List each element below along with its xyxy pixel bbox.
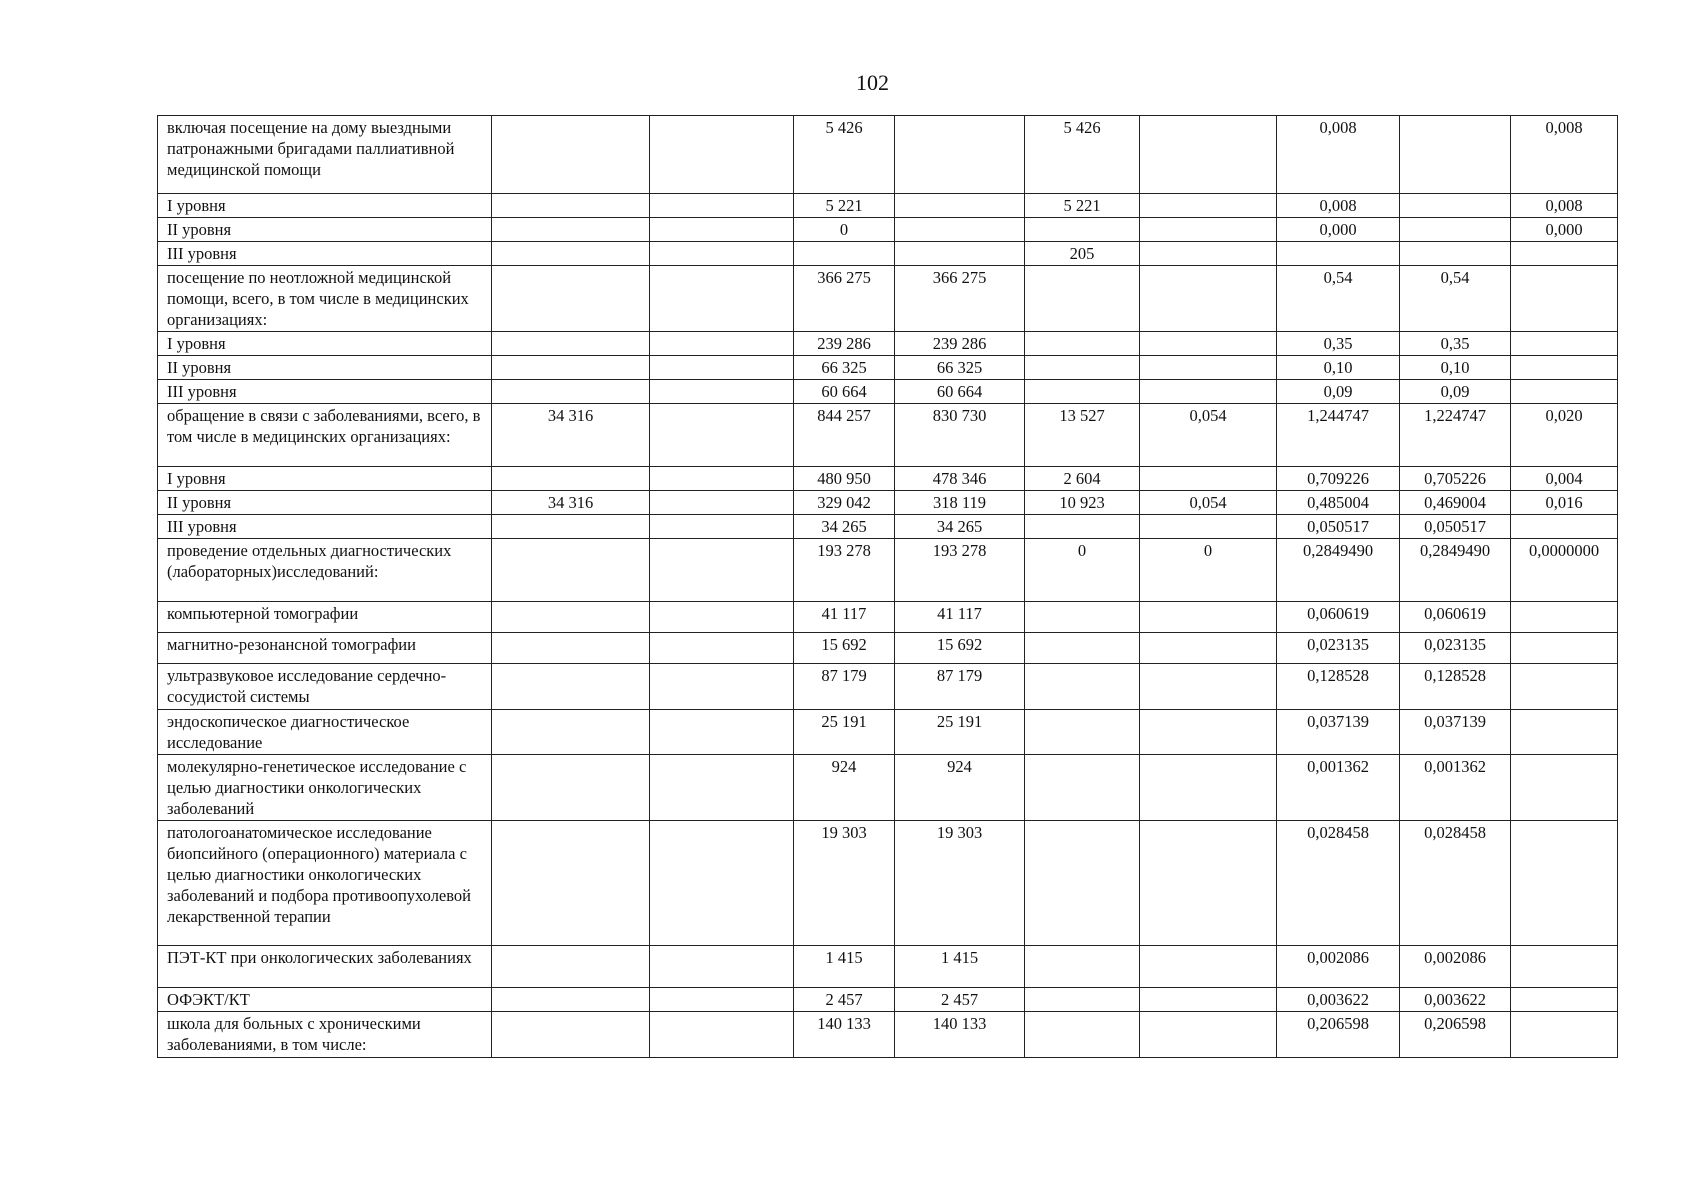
table-cell: 0,09 [1277,380,1400,404]
table-cell [650,821,794,946]
table-cell: 0,037139 [1277,710,1400,755]
table-cell: 34 265 [895,515,1025,539]
table-cell: 0,001362 [1277,755,1400,821]
table-cell: 19 303 [895,821,1025,946]
table-cell: 480 950 [794,467,895,491]
row-label-cell: молекулярно-генетическое исследование с целью диагностики онкологических заболеваний [158,755,492,821]
row-label-cell: включая посещение на дому выездными патронажными бригадами паллиативной медицинской помощи [158,116,492,194]
table-cell: 0,008 [1511,116,1618,194]
table-cell: 329 042 [794,491,895,515]
table-cell: 34 265 [794,515,895,539]
table-cell: 366 275 [794,266,895,332]
table-cell [492,946,650,988]
table-cell [492,988,650,1012]
table-cell: 41 117 [895,602,1025,633]
table-cell [492,332,650,356]
table-cell [492,218,650,242]
table-cell [650,1012,794,1058]
row-label-cell: посещение по неотложной медицинской помощи, всего, в том числе в медицинских организациях: [158,266,492,332]
table-cell: 13 527 [1025,404,1140,467]
table-row [158,602,1618,633]
table-cell: 0,09 [1400,380,1511,404]
table-cell [1140,1012,1277,1058]
table-cell: 0,0000000 [1511,539,1618,602]
table-cell: 66 325 [895,356,1025,380]
table-cell [650,218,794,242]
table-cell [1140,633,1277,664]
table-cell: 318 119 [895,491,1025,515]
table-body [158,116,1618,1058]
table-cell: 0,35 [1400,332,1511,356]
table-cell [650,356,794,380]
table-cell: 0,008 [1277,194,1400,218]
table-cell [492,266,650,332]
table-cell [492,116,650,194]
table-cell [1025,266,1140,332]
table-cell [1025,710,1140,755]
table-cell: 2 604 [1025,467,1140,491]
table-cell: 239 286 [794,332,895,356]
table-cell: 140 133 [895,1012,1025,1058]
table-cell [1140,467,1277,491]
table-cell: 0,023135 [1400,633,1511,664]
table-cell [492,539,650,602]
table-cell [1511,356,1618,380]
table-cell: 0,054 [1140,404,1277,467]
table-cell [1140,356,1277,380]
table-cell: 10 923 [1025,491,1140,515]
table-cell [895,218,1025,242]
table-cell [1511,946,1618,988]
table-cell: 0,004 [1511,467,1618,491]
table-cell [895,116,1025,194]
table-cell: 87 179 [895,664,1025,710]
table-row [158,194,1618,218]
table-row [158,946,1618,988]
table-cell: 0,128528 [1400,664,1511,710]
table-cell [650,491,794,515]
table-row [158,988,1618,1012]
table-row [158,821,1618,946]
table-cell: 239 286 [895,332,1025,356]
table-cell [650,380,794,404]
table-cell: 924 [895,755,1025,821]
table-cell: 1,224747 [1400,404,1511,467]
table-cell [1140,946,1277,988]
table-cell [1025,664,1140,710]
table-cell: 0,028458 [1277,821,1400,946]
table-cell: 0,54 [1400,266,1511,332]
table-cell: 0,060619 [1400,602,1511,633]
table-cell: 193 278 [895,539,1025,602]
row-label-cell: III уровня [158,242,492,266]
row-label-cell: III уровня [158,380,492,404]
table-row [158,242,1618,266]
table-cell: 0,35 [1277,332,1400,356]
table-cell [492,664,650,710]
table-cell [1140,380,1277,404]
row-label-cell: II уровня [158,491,492,515]
table-row [158,116,1618,194]
table-cell: 366 275 [895,266,1025,332]
row-label-cell: I уровня [158,332,492,356]
table-row [158,633,1618,664]
table-cell: 924 [794,755,895,821]
table-cell [492,242,650,266]
table-cell [794,242,895,266]
table-cell [650,194,794,218]
table-cell [1140,755,1277,821]
table-cell [1140,194,1277,218]
table-cell [1025,946,1140,988]
table-cell: 34 316 [492,404,650,467]
table-cell [1025,1012,1140,1058]
table-cell [1025,755,1140,821]
table-cell: 0,023135 [1277,633,1400,664]
row-label-cell: компьютерной томографии [158,602,492,633]
table-row [158,664,1618,710]
table-cell: 0,54 [1277,266,1400,332]
row-label-cell: III уровня [158,515,492,539]
table-cell [1025,380,1140,404]
table-cell [650,116,794,194]
table-cell [1511,266,1618,332]
table-cell: 0,002086 [1277,946,1400,988]
table-row [158,539,1618,602]
table-cell [1400,218,1511,242]
table-row [158,218,1618,242]
table-cell [1025,988,1140,1012]
table-cell: 0,002086 [1400,946,1511,988]
table-cell: 0,016 [1511,491,1618,515]
table-cell: 193 278 [794,539,895,602]
table-row [158,755,1618,821]
table-cell: 60 664 [895,380,1025,404]
table-cell: 5 426 [794,116,895,194]
table-cell [1140,602,1277,633]
table-cell [1511,515,1618,539]
table-cell [895,194,1025,218]
table-cell [1140,218,1277,242]
row-label-cell: I уровня [158,194,492,218]
table-cell [650,633,794,664]
table-cell: 15 692 [794,633,895,664]
row-label-cell: магнитно-резонансной томографии [158,633,492,664]
table-cell [1511,821,1618,946]
table-cell [1025,821,1140,946]
table-cell: 25 191 [794,710,895,755]
table-cell: 15 692 [895,633,1025,664]
table-row [158,404,1618,467]
table-cell: 0 [1025,539,1140,602]
table-cell: 478 346 [895,467,1025,491]
table-cell: 34 316 [492,491,650,515]
table-cell [492,710,650,755]
table-cell [1511,602,1618,633]
table-cell [492,515,650,539]
table-cell [492,602,650,633]
row-label-cell: патологоанатомическое исследование биопсийного (операционного) материала с целью диагностики онкологических заболеваний и подбора противоопухолевой лекарственной терапии [158,821,492,946]
table-cell: 87 179 [794,664,895,710]
table-cell [650,515,794,539]
table-cell: 0,028458 [1400,821,1511,946]
table-cell: 0 [794,218,895,242]
table-row [158,710,1618,755]
table-cell: 0,10 [1277,356,1400,380]
table-cell: 0,10 [1400,356,1511,380]
table-cell [1511,664,1618,710]
table-cell: 0,128528 [1277,664,1400,710]
table-cell [650,404,794,467]
table-cell: 0,020 [1511,404,1618,467]
row-label-cell: II уровня [158,356,492,380]
table-row [158,266,1618,332]
row-label-cell: II уровня [158,218,492,242]
table-cell [492,1012,650,1058]
table-cell [492,467,650,491]
table-cell [1140,116,1277,194]
table-cell: 2 457 [895,988,1025,1012]
table-cell: 0,2849490 [1277,539,1400,602]
table-cell [650,332,794,356]
table-row [158,515,1618,539]
table-cell [895,242,1025,266]
table-cell: 0,037139 [1400,710,1511,755]
table-cell [650,946,794,988]
table-cell [650,602,794,633]
table-cell [1140,664,1277,710]
table-cell [492,821,650,946]
table-row [158,356,1618,380]
table-row [158,332,1618,356]
table-cell: 0,485004 [1277,491,1400,515]
table-cell: 140 133 [794,1012,895,1058]
table-cell [1511,1012,1618,1058]
table-cell: 0,001362 [1400,755,1511,821]
table-cell: 0,469004 [1400,491,1511,515]
table-cell [1511,332,1618,356]
table-cell: 830 730 [895,404,1025,467]
table-cell: 1 415 [794,946,895,988]
table-cell: 5 221 [794,194,895,218]
table-cell [650,755,794,821]
table-cell: 0,050517 [1400,515,1511,539]
table-cell [1511,755,1618,821]
table-cell: 0,2849490 [1400,539,1511,602]
table-cell: 0,709226 [1277,467,1400,491]
table-cell: 5 426 [1025,116,1140,194]
row-label-cell: ПЭТ-КТ при онкологических заболеваниях [158,946,492,988]
row-label-cell: школа для больных с хроническими заболеваниями, в том числе: [158,1012,492,1058]
table-cell [650,242,794,266]
table-cell [492,380,650,404]
table-cell [492,755,650,821]
table-cell: 5 221 [1025,194,1140,218]
table-cell: 0,003622 [1400,988,1511,1012]
table-cell: 0,206598 [1277,1012,1400,1058]
table-cell: 60 664 [794,380,895,404]
table-cell [650,467,794,491]
table-cell: 41 117 [794,602,895,633]
table-cell: 19 303 [794,821,895,946]
table-cell: 0,060619 [1277,602,1400,633]
table-cell: 0,000 [1511,218,1618,242]
table-cell: 0,206598 [1400,1012,1511,1058]
row-label-cell: эндоскопическое диагностическое исследование [158,710,492,755]
table-cell [1277,242,1400,266]
table-cell [1511,988,1618,1012]
table-cell [1140,332,1277,356]
table-cell [492,356,650,380]
page-number: 102 [856,70,889,95]
data-table [157,115,1618,1058]
table-cell [1511,633,1618,664]
table-cell [1025,633,1140,664]
table-cell: 0,008 [1277,116,1400,194]
table-cell: 205 [1025,242,1140,266]
table-cell: 66 325 [794,356,895,380]
table-cell [1140,242,1277,266]
table-cell: 844 257 [794,404,895,467]
table-cell: 0,705226 [1400,467,1511,491]
table-cell: 0 [1140,539,1277,602]
table-cell: 0,050517 [1277,515,1400,539]
table-cell [1140,710,1277,755]
table-cell [1140,515,1277,539]
table-cell: 0,003622 [1277,988,1400,1012]
row-label-cell: ОФЭКТ/КТ [158,988,492,1012]
table-row [158,467,1618,491]
table-cell: 0,008 [1511,194,1618,218]
table-cell: 1,244747 [1277,404,1400,467]
table-row [158,380,1618,404]
table-cell [1511,380,1618,404]
table-cell [492,633,650,664]
table-cell [492,194,650,218]
table-row [158,1012,1618,1058]
table-cell [1140,821,1277,946]
table-cell: 1 415 [895,946,1025,988]
row-label-cell: ультразвуковое исследование сердечно-сосудистой системы [158,664,492,710]
table-row [158,491,1618,515]
table-cell: 25 191 [895,710,1025,755]
table-cell [650,539,794,602]
table-cell [650,710,794,755]
table-cell [1140,988,1277,1012]
table-cell: 2 457 [794,988,895,1012]
table-cell: 0,000 [1277,218,1400,242]
table-cell [1400,194,1511,218]
table-cell [650,988,794,1012]
table-cell [1025,356,1140,380]
table-cell [1025,218,1140,242]
table-cell [1400,116,1511,194]
row-label-cell: обращение в связи с заболеваниями, всего, в том числе в медицинских организациях: [158,404,492,467]
row-label-cell: проведение отдельных диагностических (лабораторных)исследований: [158,539,492,602]
row-label-cell: I уровня [158,467,492,491]
table-cell [650,266,794,332]
table-cell [1400,242,1511,266]
table-cell: 0,054 [1140,491,1277,515]
table-cell [1511,242,1618,266]
table-cell [650,664,794,710]
table-cell [1025,602,1140,633]
table-cell [1140,266,1277,332]
table-cell [1025,332,1140,356]
table-cell [1511,710,1618,755]
table-cell [1025,515,1140,539]
